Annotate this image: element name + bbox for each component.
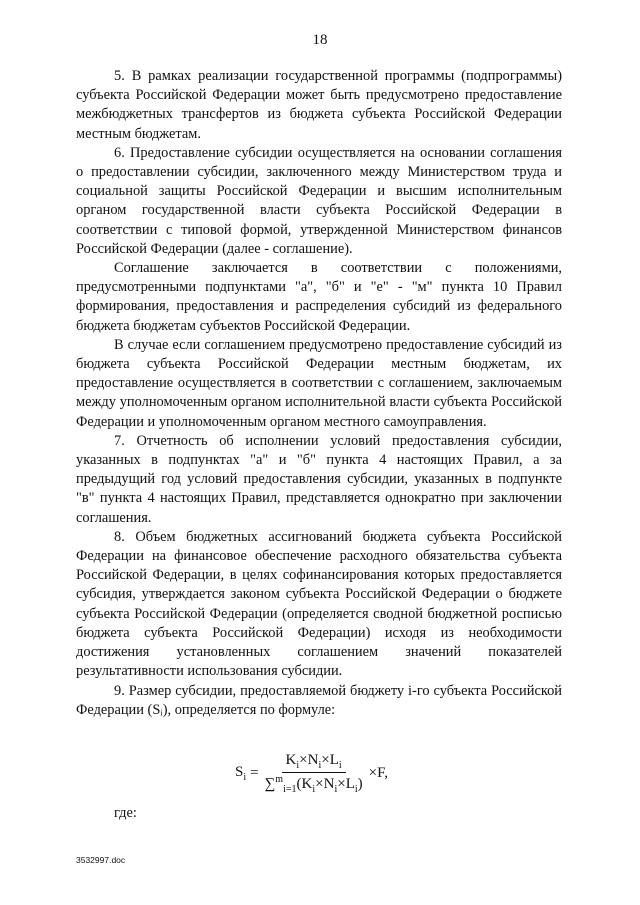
document-body <box>76 67 562 720</box>
paragraph-6-local-budgets: В случае если соглашением предусмотрено предоставление субсидий из бюджета субъекта Российской Федерации местным бюджетам, их предоставление осуществляется в соответствии с соглашением, заключаемым между уполномоченным органом исполнительной власти субъекта Российской Федерации и уполномоченным органом местного самоуправления. <box>76 336 562 430</box>
page-number: 18 <box>312 32 328 48</box>
paragraph-8: 8. Объем бюджетных ассигнований бюджета субъекта Российской Федерации на финансовое обеспечение расходного обязательства субъекта Российской Федерации, в целях софинансирования которых предоставляется субсидия, утверждается законом субъекта Российской Федерации о бюджете субъекта Российской Федерации (определяется сводной бюджетной росписью бюджета субъекта Российской Федерации) исходя из необходимости достижения установленных соглашением значений показателей результативности использования субсидии. <box>76 528 562 680</box>
formula-equals: = <box>250 765 259 781</box>
paragraph-5: 5. В рамках реализации государственной программы (подпрограммы) субъекта Российской Федерации может быть предусмотрено предоставление межбюджетных трансфертов из бюджета субъекта Российской Федерации местным бюджетам. <box>76 68 562 142</box>
formula-tail: ×F, <box>368 765 388 781</box>
subsidy-formula <box>235 752 388 795</box>
formula-lhs: $S_i$ <box>235 764 247 783</box>
paragraph-7: 7. Отчетность об исполнении условий предоставления субсидии, указанных в подпунктах "а" и "б" пункта 4 настоящих Правил, а за предыдущий год условий предоставления субсидии, указанных в подпункте "в" пункта 4 настоящих Правил, представляется однократно при заключении соглашения. <box>76 432 562 526</box>
formula-numerator: $K_i\times N_i\times L_i$ <box>282 752 346 773</box>
paragraph-6: 6. Предоставление субсидии осуществляется на основании соглашения о предоставлении субсидии, заключенного между Министерством труда и социальной защиты Российской Федерации и высшим исполнительным органом государственной власти субъекта Российской Федерации в соответствии с типовой формой, утвержденной Министерством финансов Российской Федерации (далее - соглашение). <box>76 144 562 257</box>
paragraph-9: 9. Размер субсидии, предоставляемой бюджету i-го субъекта Российской Федерации (Sᵢ), определяется по формуле: <box>76 682 562 718</box>
formula-denominator: $\sum^m_{i=1}(K_i\times N_i\times L_i)$ <box>264 774 363 795</box>
formula-fraction <box>261 752 367 795</box>
footer-doc-id: 3532997.doc <box>76 855 126 865</box>
where-label: где: <box>114 805 137 821</box>
paragraph-6-agreement: Соглашение заключается в соответствии с положениями, предусмотренными подпунктами "а", "б" и "е" - "м" пункта 10 Правил формирования, предоставления и распределения субсидий из федерального бюджета бюджетам субъектов Российской Федерации. <box>76 260 562 334</box>
